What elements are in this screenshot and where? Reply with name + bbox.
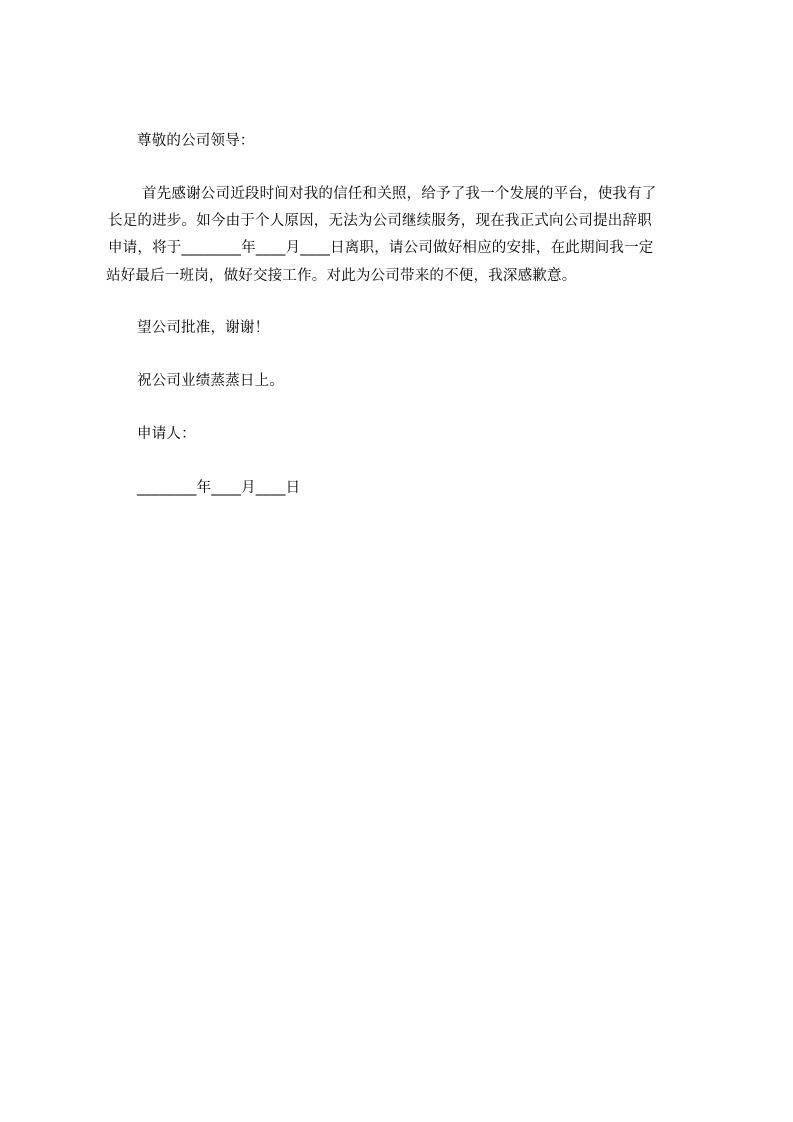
letter-greeting: 尊敬的公司领导： (137, 133, 255, 149)
body-line-4: 站好最后一班岗，做好交接工作。对此为公司带来的不便，我深感歉意。 (106, 268, 577, 284)
wish-line: 祝公司业绩蒸蒸日上。 (137, 373, 284, 389)
body-line-1: 首先感谢公司近段时间对我的信任和关照，给予了我一个发展的平台，使我有了 (142, 186, 657, 202)
body-line-2: 长足的进步。如今由于个人原因，无法为公司继续服务，现在我正式向公司提出辞职 (108, 213, 652, 229)
request-line: 望公司批准，谢谢！ (137, 320, 270, 336)
date-line: ________年____月____日 (137, 480, 301, 496)
body-line-3: 申请，将于________年____月____日离职，请公司做好相应的安排，在此期间我一定 (108, 240, 654, 256)
applicant-label: 申请人： (137, 426, 196, 442)
